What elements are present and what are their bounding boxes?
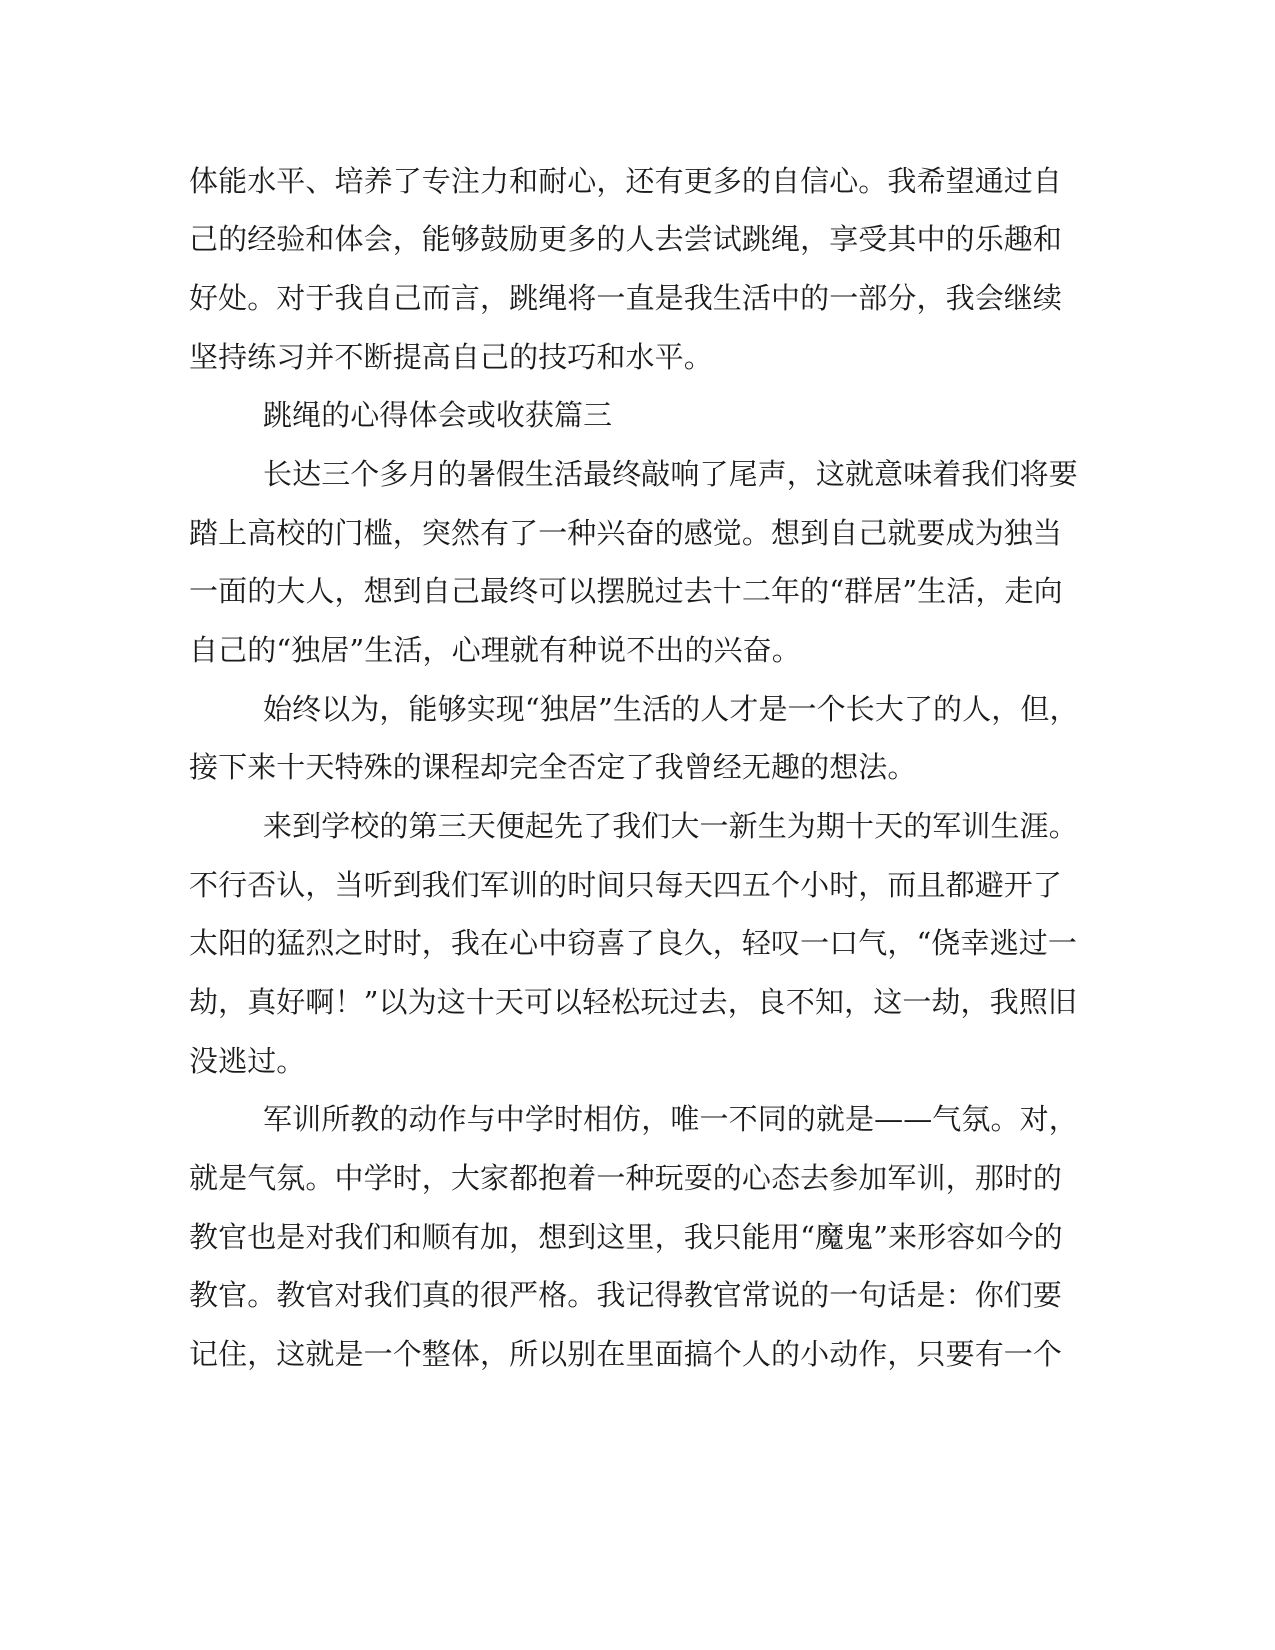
text-line: 劫，真好啊！”以为这十天可以轻松玩过去，良不知，这一劫，我照旧 [189,985,1077,1019]
text-line: 接下来十天特殊的课程却完全否定了我曾经无趣的想法。 [189,750,917,784]
text-line: 体能水平、培养了专注力和耐心，还有更多的自信心。我希望通过自 [189,164,1063,198]
text-line: 一面的大人，想到自己最终可以摆脱过去十二年的“群居”生活，走向 [189,574,1063,608]
text-line: 记住，这就是一个整体，所以别在里面搞个人的小动作，只要有一个 [189,1337,1063,1371]
text-line: 长达三个多月的暑假生活最终敲响了尾声，这就意味着我们将要 [263,457,1078,491]
text-line: 己的经验和体会，能够鼓励更多的人去尝试跳绳，享受其中的乐趣和 [189,222,1063,256]
text-line: 踏上高校的门槛，突然有了一种兴奋的感觉。想到自己就要成为独当 [189,516,1063,550]
text-line: 太阳的猛烈之时时，我在心中窃喜了良久，轻叹一口气，“侥幸逃过一 [189,926,1077,960]
text-line: 好处。对于我自己而言，跳绳将一直是我生活中的一部分，我会继续 [189,281,1063,315]
text-line: 始终以为，能够实现“独居”生活的人才是一个长大了的人，但， [263,692,1079,726]
text-line: 不行否认，当听到我们军训的时间只每天四五个小时，而且都避开了 [189,868,1063,902]
text-line: 坚持练习并不断提高自己的技巧和水平。 [189,340,713,374]
text-line: 军训所教的动作与中学时相仿，唯一不同的就是——气氛。对， [263,1102,1078,1136]
text-line: 就是气氛。中学时，大家都抱着一种玩耍的心态去参加军训，那时的 [189,1161,1063,1195]
text-line: 教官。教官对我们真的很严格。我记得教官常说的一句话是：你们要 [189,1278,1063,1312]
text-line: 自己的“独居”生活，心理就有种说不出的兴奋。 [189,633,801,667]
section-heading: 跳绳的心得体会或收获篇三 [263,398,613,432]
text-line: 来到学校的第三天便起先了我们大一新生为期十天的军训生涯。 [263,809,1078,843]
text-line: 教官也是对我们和顺有加，想到这里，我只能用“魔鬼”来形容如今的 [189,1220,1063,1254]
text-line: 没逃过。 [189,1044,306,1078]
